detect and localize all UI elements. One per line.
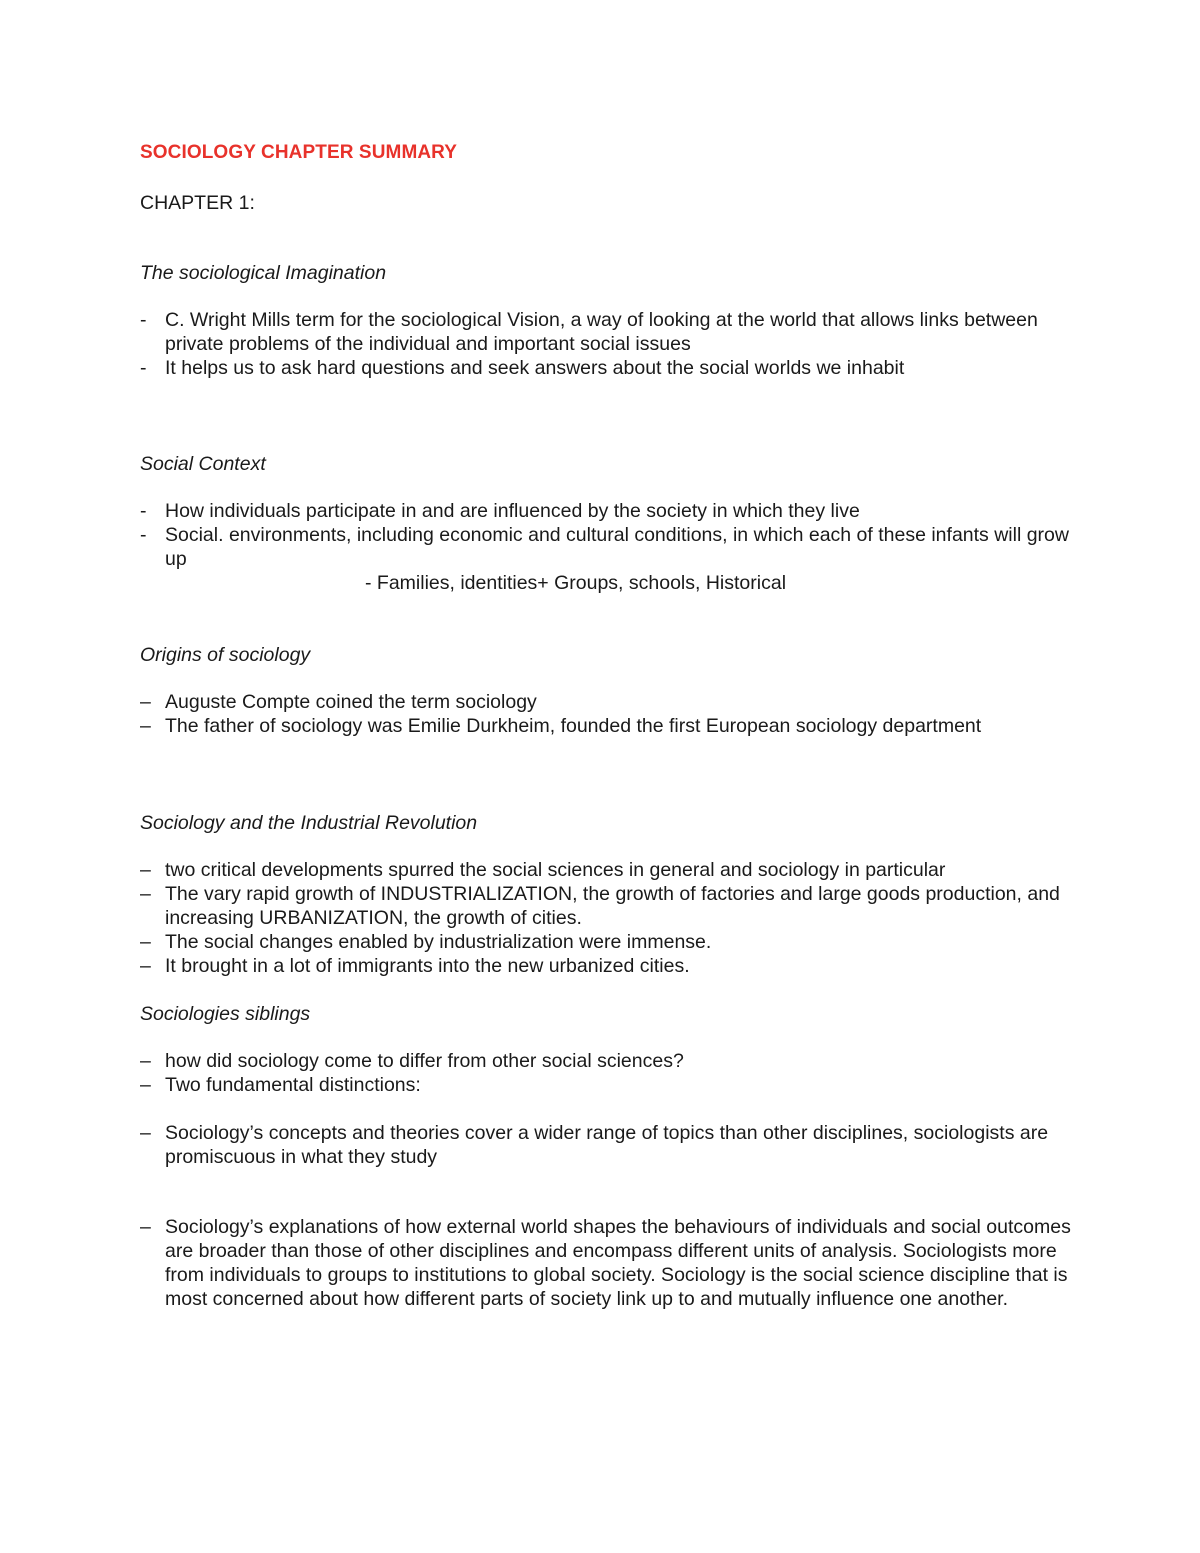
section-heading: Sociologies siblings [140, 1003, 311, 1025]
bullet-marker: – [140, 859, 151, 881]
section-social-context [140, 452, 1080, 595]
section-heading: Sociology and the Industrial Revolution [140, 812, 478, 834]
list-item [140, 930, 1080, 954]
list-item [140, 499, 1080, 523]
list-item-text: It helps us to ask hard questions and seek answers about the social worlds we inhabit [165, 357, 905, 379]
bullet-marker: – [140, 691, 151, 713]
sub-line: - Families, identities+ Groups, schools, Historical [365, 572, 787, 594]
bullet-marker: – [140, 1122, 151, 1144]
bullet-marker: – [140, 1216, 151, 1238]
list-item-text: Sociology’s concepts and theories cover a wider range of topics than other disciplines, sociologists are promiscuous in what they study [165, 1122, 1049, 1168]
section-heading: Origins of sociology [140, 644, 311, 666]
list-item-text: Auguste Compte coined the term sociology [165, 691, 537, 713]
section-sociological-imagination [140, 261, 1080, 380]
section-origins-of-sociology [140, 643, 1080, 738]
bullet-marker: - [140, 309, 147, 331]
bullet-list [140, 1049, 1080, 1311]
list-item-text: C. Wright Mills term for the sociological Vision, a way of looking at the world that allows links between private problems of the individual and important social issues [165, 309, 1038, 355]
list-item [140, 1049, 1080, 1073]
bullet-marker: – [140, 955, 151, 977]
list-item [140, 714, 1080, 738]
list-item-text: how did sociology come to differ from other social sciences? [165, 1050, 684, 1072]
list-item-text: The vary rapid growth of INDUSTRIALIZATION, the growth of factories and large goods production, and increasing URBANIZATION, the growth of cities. [165, 883, 1060, 929]
list-item [140, 1073, 1080, 1097]
list-item-text: The father of sociology was Emilie Durkheim, founded the first European sociology department [165, 715, 982, 737]
list-item [140, 690, 1080, 714]
list-item-text: How individuals participate in and are influenced by the society in which they live [165, 500, 860, 522]
section-heading: The sociological Imagination [140, 262, 387, 284]
bullet-marker: – [140, 931, 151, 953]
bullet-list [140, 858, 1080, 978]
bullet-list [140, 308, 1080, 380]
list-item-text: two critical developments spurred the social sciences in general and sociology in particular [165, 859, 946, 881]
list-item-text: The social changes enabled by industrialization were immense. [165, 931, 712, 953]
section-heading: Social Context [140, 453, 266, 475]
bullet-marker: – [140, 883, 151, 905]
section-industrial-revolution [140, 811, 1080, 978]
list-item [140, 1215, 1080, 1311]
list-item [140, 1121, 1080, 1169]
list-item [140, 882, 1080, 930]
list-item-text: Social. environments, including economic and cultural conditions, in which each of these infants will grow up [165, 524, 1069, 570]
chapter-label: CHAPTER 1: [140, 192, 255, 214]
list-item [140, 858, 1080, 882]
bullet-marker: - [140, 524, 147, 546]
bullet-marker: – [140, 1074, 151, 1096]
bullet-list [140, 690, 1080, 738]
list-item-text: It brought in a lot of immigrants into the new urbanized cities. [165, 955, 690, 977]
list-item [140, 954, 1080, 978]
bullet-marker: – [140, 1050, 151, 1072]
list-item-text: Sociology’s explanations of how external world shapes the behaviours of individuals and social outcomes are broader than those of other disciplines and encompass different units of analysis. Sociologists more from individuals to groups to institutions to global society. Sociology is the social science discipline that is most concerned about how different parts of society link up to and mutually influence one another. [165, 1216, 1071, 1310]
bullet-marker: - [140, 500, 147, 522]
list-item [140, 523, 1080, 571]
list-item [140, 356, 1080, 380]
bullet-list [140, 499, 1080, 571]
bullet-marker: – [140, 715, 151, 737]
bullet-marker: - [140, 357, 147, 379]
list-item [140, 308, 1080, 356]
list-item-text: Two fundamental distinctions: [165, 1074, 421, 1096]
document-title: SOCIOLOGY CHAPTER SUMMARY [140, 142, 458, 163]
section-sociologies-siblings [140, 1002, 1080, 1311]
